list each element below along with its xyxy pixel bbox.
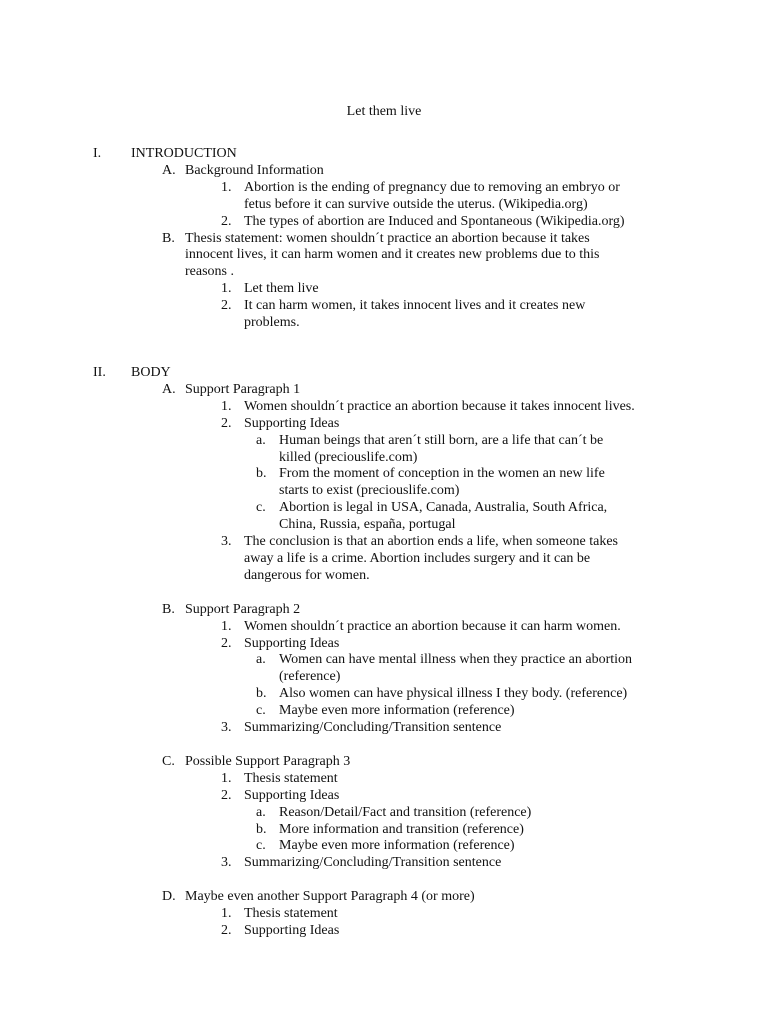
section-marker: II. xyxy=(93,365,106,380)
list-item-text: More information and transition (reference) xyxy=(279,821,524,837)
list-marker: a. xyxy=(256,804,266,820)
list-item-text: Also women can have physical illness I they body. (reference) xyxy=(279,686,628,702)
list-item-text: Maybe even more information (reference) xyxy=(279,703,515,719)
list-item-text: The conclusion is that an abortion ends a life, when someone takes xyxy=(244,534,619,549)
list-marker: 3. xyxy=(221,534,232,549)
list-item-text: Maybe even another Support Paragraph 4 (or more) xyxy=(185,889,475,905)
list-marker: c. xyxy=(256,703,266,719)
list-marker: b. xyxy=(256,466,267,482)
list-marker: 1. xyxy=(221,618,232,634)
list-marker: 2. xyxy=(221,415,232,431)
list-marker: 2. xyxy=(221,298,232,314)
list-item-text: It can harm women, it takes innocent lives and it creates new xyxy=(244,298,586,314)
list-marker: 3. xyxy=(221,720,232,735)
list-item-text: Background Information xyxy=(185,162,324,178)
list-item-text: China, Russia, españa, portugal xyxy=(279,517,456,533)
list-marker: a. xyxy=(256,432,266,448)
list-item-text: Abortion is legal in USA, Canada, Australia, South Africa, xyxy=(279,500,608,516)
list-item-text: reasons . xyxy=(185,264,234,280)
list-item-text: Thesis statement xyxy=(244,770,338,786)
list-marker: C. xyxy=(162,753,175,769)
list-marker: c. xyxy=(256,838,266,854)
list-item-text: Maybe even more information (reference) xyxy=(279,838,515,854)
list-marker: a. xyxy=(256,652,266,668)
list-marker: B. xyxy=(162,230,175,246)
section-marker: I. xyxy=(93,146,102,161)
list-marker: 3. xyxy=(221,855,232,871)
list-marker: b. xyxy=(256,821,267,837)
list-marker: 1. xyxy=(221,398,232,414)
list-item-text: away a life is a crime. Abortion includes surgery and it can be xyxy=(244,550,591,566)
list-item-text: Human beings that aren´t still born, are a life that can´t be xyxy=(279,432,604,448)
list-marker: 2. xyxy=(221,923,232,938)
list-item-text: Women shouldn´t practice an abortion because it can harm women. xyxy=(244,618,621,634)
list-item-text: Supporting Ideas xyxy=(244,635,340,651)
list-marker: A. xyxy=(162,381,176,397)
list-marker: 1. xyxy=(221,179,232,195)
list-item-text: Support Paragraph 1 xyxy=(185,381,301,397)
list-marker: 1. xyxy=(221,906,232,922)
list-item-text: The types of abortion are Induced and Spontaneous (Wikipedia.org) xyxy=(244,213,625,229)
list-marker: 2. xyxy=(221,213,232,229)
list-item-text: Summarizing/Concluding/Transition sentence xyxy=(244,855,502,871)
list-item-text: killed (preciouslife.com) xyxy=(279,449,418,465)
list-item-text: starts to exist (preciouslife.com) xyxy=(279,483,460,499)
list-marker: B. xyxy=(162,601,175,617)
list-item-text: Women can have mental illness when they practice an abortion xyxy=(279,652,633,668)
list-item-text: Women shouldn´t practice an abortion because it takes innocent lives. xyxy=(244,398,635,414)
list-item-text: Supporting Ideas xyxy=(244,923,340,938)
list-item-text: dangerous for women. xyxy=(244,567,370,583)
list-item-text: Thesis statement xyxy=(244,906,338,922)
list-marker: 2. xyxy=(221,635,232,651)
list-item-text: Supporting Ideas xyxy=(244,787,340,803)
list-item-text: Support Paragraph 2 xyxy=(185,601,301,617)
section-heading: BODY xyxy=(131,365,171,380)
list-marker: 1. xyxy=(221,770,232,786)
list-item-text: Summarizing/Concluding/Transition sentence xyxy=(244,720,502,735)
list-marker: c. xyxy=(256,500,266,516)
list-item-text: problems. xyxy=(244,315,300,330)
list-item-text: Thesis statement: women shouldn´t practice an abortion because it takes xyxy=(185,230,590,246)
list-item-text: Reason/Detail/Fact and transition (reference) xyxy=(279,804,532,820)
list-item-text: Supporting Ideas xyxy=(244,415,340,431)
list-item-text: Abortion is the ending of pregnancy due to removing an embryo or xyxy=(244,179,620,195)
list-marker: A. xyxy=(162,162,176,178)
list-marker: 1. xyxy=(221,281,232,297)
list-item-text: fetus before it can survive outside the uterus. (Wikipedia.org) xyxy=(244,196,588,212)
list-item-text: innocent lives, it can harm women and it creates new problems due to this xyxy=(185,247,600,263)
list-item-text: From the moment of conception in the women an new life xyxy=(279,466,605,482)
list-marker: b. xyxy=(256,686,267,702)
document-title: Let them live xyxy=(346,104,422,119)
list-marker: 2. xyxy=(221,787,232,803)
list-item-text: (reference) xyxy=(279,669,341,685)
list-item-text: Let them live xyxy=(244,281,319,297)
list-item-text: Possible Support Paragraph 3 xyxy=(185,753,351,769)
section-heading: INTRODUCTION xyxy=(131,146,237,161)
list-marker: D. xyxy=(162,889,176,905)
